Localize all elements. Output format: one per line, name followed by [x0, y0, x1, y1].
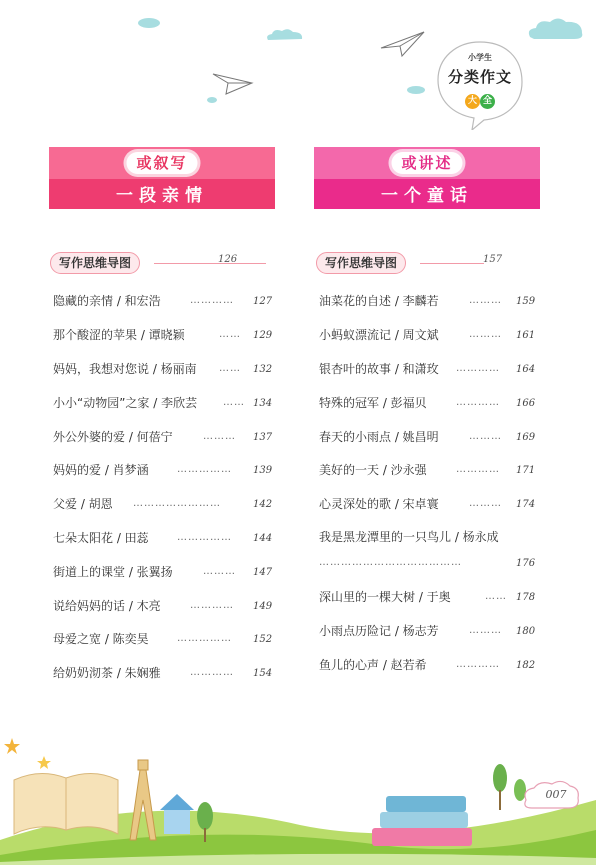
toc-page: 169: [516, 432, 536, 443]
toc-page: 174: [516, 499, 536, 510]
mind-map-page: 157: [483, 254, 503, 265]
toc-page: 166: [516, 398, 536, 409]
toc-title: 心灵深处的歌 / 宋卓寰: [319, 497, 439, 511]
series-badge: [436, 38, 524, 130]
toc-entry[interactable]: [53, 495, 275, 515]
toc-title: 街道上的课堂 / 张翼扬: [53, 565, 173, 579]
toc-title: 妈妈，我想对您说 / 杨丽南: [53, 362, 197, 376]
toc-title: 油菜花的自述 / 李麟若: [319, 294, 439, 308]
toc-entry[interactable]: [53, 563, 275, 583]
toc-entry[interactable]: [319, 394, 541, 414]
toc-title: 特殊的冠军 / 彭福贝: [319, 396, 427, 410]
toc-leader: ……: [223, 397, 245, 408]
toc-page: 147: [253, 567, 273, 578]
toc-page: 176: [516, 558, 536, 569]
toc-entry[interactable]: [53, 428, 275, 448]
toc-title: 鱼儿的心声 / 赵若希: [319, 658, 427, 672]
toc-title: 母爱之宽 / 陈奕昊: [53, 632, 149, 646]
toc-entry[interactable]: [319, 622, 541, 642]
toc-entry[interactable]: [53, 630, 275, 650]
cloud-decoration: [526, 15, 586, 41]
toc-title: 七朵太阳花 / 田蕊: [53, 531, 149, 545]
toc-leader: ………: [469, 431, 502, 442]
paper-plane-icon: [212, 70, 254, 96]
toc-entry[interactable]: [319, 292, 541, 312]
section-pill: 或叙写: [126, 152, 197, 174]
toc-leader: …………: [190, 295, 234, 306]
toc-title: 小雨点历险记 / 杨志芳: [319, 624, 439, 638]
toc-title: 美好的一天 / 沙永强: [319, 463, 427, 477]
toc-title-wrapped[interactable]: 我是黑龙潭里的一只鸟儿 / 杨永成: [319, 530, 499, 544]
toc-entry[interactable]: [319, 326, 541, 346]
toc-page: 149: [253, 601, 273, 612]
section-title: 一段亲情: [116, 186, 208, 206]
mind-map-label: 写作思维导图: [50, 252, 140, 274]
toc-title: 外公外婆的爱 / 何蓓宁: [53, 430, 173, 444]
toc-title: 给奶奶沏茶 / 朱娴雅: [53, 666, 161, 680]
toc-entry[interactable]: [53, 394, 275, 414]
cloud-decoration: [137, 16, 161, 28]
toc-leader: ……………: [177, 464, 232, 475]
toc-entry[interactable]: [53, 529, 275, 549]
toc-title: 小小“动物园”之家 / 李欣芸: [53, 396, 198, 410]
toc-leader: …………: [190, 667, 234, 678]
toc-page: 154: [253, 668, 273, 679]
badge-subtitle: [436, 88, 524, 109]
toc-title: 小蚂蚁漂流记 / 周文斌: [319, 328, 439, 342]
toc-page: 178: [516, 592, 536, 603]
page-number: 007: [545, 788, 567, 801]
toc-leader: ………: [469, 329, 502, 340]
toc-entry[interactable]: [53, 597, 275, 617]
toc-entry[interactable]: [53, 664, 275, 684]
toc-entry[interactable]: [53, 360, 275, 380]
toc-leader: …………: [456, 363, 500, 374]
toc-page: 129: [253, 330, 273, 341]
badge-sub-char: 大: [465, 94, 480, 109]
toc-title: 春天的小雨点 / 姚昌明: [319, 430, 439, 444]
toc-entry[interactable]: [319, 495, 541, 515]
toc-leader: ………: [469, 625, 502, 636]
mind-map-entry[interactable]: [50, 252, 250, 274]
toc-title: 银杏叶的故事 / 和潇玫: [319, 362, 439, 376]
toc-entry[interactable]: [53, 326, 275, 346]
toc-page: 161: [516, 330, 536, 341]
section-header-family: [49, 147, 275, 209]
toc-title: 妈妈的爱 / 肖梦涵: [53, 463, 149, 477]
mind-map-label: 写作思维导图: [316, 252, 406, 274]
toc-page: 142: [253, 499, 273, 510]
toc-entry[interactable]: [319, 656, 541, 676]
bottom-scenery-illustration: [0, 730, 596, 865]
toc-leader: ……: [485, 591, 507, 602]
toc-page: 127: [253, 296, 273, 307]
toc-entry[interactable]: [319, 588, 541, 608]
toc-leader: ………: [469, 295, 502, 306]
toc-leader: ……………………: [133, 498, 221, 509]
badge-sub-char: 全: [480, 94, 495, 109]
section-title: 一个童话: [381, 186, 473, 206]
toc-title: 隐藏的亲情 / 和宏浩: [53, 294, 161, 308]
cloud-decoration: [265, 27, 305, 43]
section-header-fairytale: [314, 147, 540, 209]
mind-map-line: [420, 263, 484, 264]
toc-leader: ………: [469, 498, 502, 509]
toc-leader: …………: [190, 600, 234, 611]
toc-page: 137: [253, 432, 273, 443]
toc-page: 134: [253, 398, 273, 409]
toc-page: 144: [253, 533, 273, 544]
toc-page: 180: [516, 626, 536, 637]
toc-entry[interactable]: [53, 461, 275, 481]
toc-leader: ……………: [177, 633, 232, 644]
toc-leader: ……………: [177, 532, 232, 543]
toc-page: 152: [253, 634, 273, 645]
toc-leader: ………: [203, 566, 236, 577]
toc-leader: ………: [203, 431, 236, 442]
toc-leader: …………: [456, 397, 500, 408]
badge-small-text: 小学生: [468, 53, 492, 62]
toc-page: 139: [253, 465, 273, 476]
toc-leader: ……: [219, 363, 241, 374]
toc-leader: …………: [456, 659, 500, 670]
toc-entry[interactable]: [53, 292, 275, 312]
toc-page: 171: [516, 465, 536, 476]
toc-page: 164: [516, 364, 536, 375]
section-pill: 或讲述: [391, 152, 462, 174]
cloud-decoration: [206, 96, 218, 104]
mind-map-page: 126: [218, 254, 238, 265]
toc-page: 132: [253, 364, 273, 375]
mind-map-line: [154, 263, 266, 264]
toc-title: 那个酸涩的苹果 / 谭晓颖: [53, 328, 185, 342]
toc-leader: …………………………………: [319, 557, 462, 568]
toc-title: 父爱 / 胡恩: [53, 497, 113, 511]
toc-entry[interactable]: [319, 360, 541, 380]
mind-map-entry[interactable]: [316, 252, 516, 274]
toc-title: 说给妈妈的话 / 木亮: [53, 599, 161, 613]
toc-leader: …………: [456, 464, 500, 475]
paper-plane-icon: [380, 30, 426, 58]
toc-page: 182: [516, 660, 536, 671]
toc-entry[interactable]: [319, 461, 541, 481]
cloud-decoration: [406, 85, 426, 95]
badge-title: 分类作文: [447, 68, 512, 86]
toc-title: 深山里的一棵大树 / 于奥: [319, 590, 451, 604]
toc-page: 159: [516, 296, 536, 307]
toc-leader: ……: [219, 329, 241, 340]
toc-entry[interactable]: [319, 428, 541, 448]
